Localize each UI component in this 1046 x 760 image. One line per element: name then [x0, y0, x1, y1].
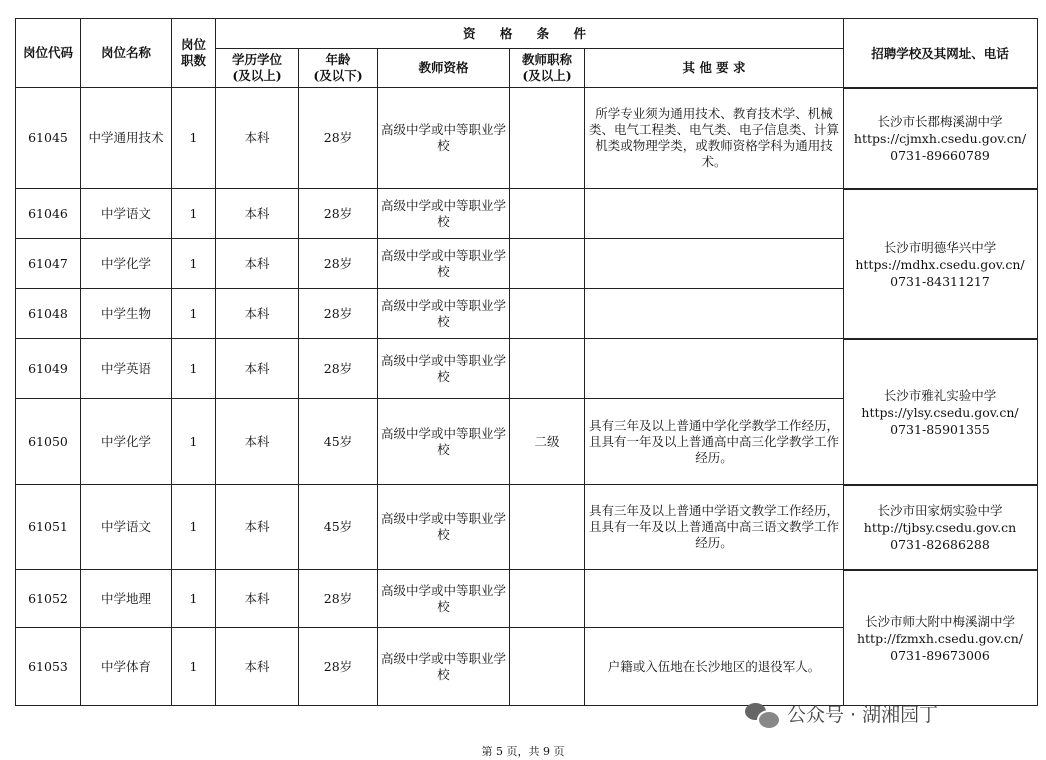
cell-count: 1 — [172, 628, 216, 706]
cell-other: 户籍或入伍地在长沙地区的退役军人。 — [585, 628, 844, 706]
cell-age: 28岁 — [299, 189, 378, 239]
cell-other — [585, 239, 844, 289]
cell-edu: 本科 — [216, 399, 299, 485]
cell-title — [510, 289, 585, 339]
cell-age: 28岁 — [299, 570, 378, 628]
school-url: https://ylsy.csedu.gov.cn/ — [861, 404, 1019, 420]
cell-other — [585, 570, 844, 628]
cell-cert: 高级中学或中等职业学校 — [378, 485, 510, 570]
cell-other — [585, 289, 844, 339]
wechat-icon — [745, 701, 779, 727]
school-cell — [843, 485, 1038, 570]
cell-age: 45岁 — [299, 399, 378, 485]
header-qualifications: 资 格 条 件 — [216, 19, 844, 49]
cell-code: 61051 — [16, 485, 81, 570]
school-phone: 0731-89673006 — [890, 647, 990, 663]
table-row — [16, 289, 844, 339]
cell-count: 1 — [172, 485, 216, 570]
cell-count: 1 — [172, 189, 216, 239]
cell-name: 中学语文 — [81, 485, 172, 570]
cell-title — [510, 570, 585, 628]
cell-count: 1 — [172, 570, 216, 628]
table-row — [16, 485, 844, 570]
cell-cert: 高级中学或中等职业学校 — [378, 570, 510, 628]
cell-code: 61046 — [16, 189, 81, 239]
cell-age: 28岁 — [299, 88, 378, 189]
cell-name: 中学通用技术 — [81, 88, 172, 189]
cell-age: 45岁 — [299, 485, 378, 570]
school-url: https://mdhx.csedu.gov.cn/ — [855, 256, 1025, 272]
cell-title — [510, 239, 585, 289]
cell-count: 1 — [172, 399, 216, 485]
cell-edu: 本科 — [216, 239, 299, 289]
header-age: 年龄 (及以下) — [299, 49, 378, 88]
cell-age: 28岁 — [299, 628, 378, 706]
cell-other: 具有三年及以上普通中学化学教学工作经历，且具有一年及以上普通高中高三化学教学工作经历。 — [585, 399, 844, 485]
school-phone: 0731-85901355 — [890, 421, 990, 437]
cell-code: 61050 — [16, 399, 81, 485]
header-school: 招聘学校及其网址、电话 — [843, 18, 1038, 88]
cell-title — [510, 339, 585, 399]
page-footer: 第 5 页，共 9 页 — [481, 745, 565, 758]
cell-edu: 本科 — [216, 189, 299, 239]
cell-cert: 高级中学或中等职业学校 — [378, 628, 510, 706]
cell-title — [510, 628, 585, 706]
cell-cert: 高级中学或中等职业学校 — [378, 289, 510, 339]
cell-code: 61048 — [16, 289, 81, 339]
school-name: 长沙市长郡梅溪湖中学 — [877, 114, 1003, 129]
header-code: 岗位代码 — [16, 19, 81, 88]
cell-cert: 高级中学或中等职业学校 — [378, 239, 510, 289]
cell-name: 中学英语 — [81, 339, 172, 399]
school-name: 长沙市田家炳实验中学 — [877, 503, 1003, 518]
cell-other: 具有三年及以上普通中学语文教学工作经历，且具有一年及以上普通高中高三语文教学工作经历。 — [585, 485, 844, 570]
school-cell — [843, 189, 1038, 339]
recruitment-table — [15, 18, 844, 706]
school-url: https://cjmxh.csedu.gov.cn/ — [853, 131, 1027, 146]
table-row — [16, 628, 844, 706]
cell-edu: 本科 — [216, 628, 299, 706]
cell-name: 中学体育 — [81, 628, 172, 706]
header-teacher-cert: 教师资格 — [378, 49, 510, 88]
cell-edu: 本科 — [216, 485, 299, 570]
cell-code: 61053 — [16, 628, 81, 706]
cell-edu: 本科 — [216, 88, 299, 189]
table-body — [16, 88, 844, 706]
cell-title — [510, 485, 585, 570]
school-url: http://tjbsy.csedu.gov.cn — [863, 520, 1017, 535]
header-name: 岗位名称 — [81, 19, 172, 88]
table-row — [16, 570, 844, 628]
cell-name: 中学生物 — [81, 289, 172, 339]
cell-age: 28岁 — [299, 289, 378, 339]
school-phone: 0731-84311217 — [890, 273, 990, 289]
cell-title: 二级 — [510, 399, 585, 485]
cell-other — [585, 189, 844, 239]
cell-edu: 本科 — [216, 289, 299, 339]
cell-edu: 本科 — [216, 339, 299, 399]
cell-code: 61052 — [16, 570, 81, 628]
table-row — [16, 399, 844, 485]
cell-count: 1 — [172, 239, 216, 289]
header-edu: 学历学位 (及以上) — [216, 49, 299, 88]
table-row — [16, 189, 844, 239]
cell-name: 中学化学 — [81, 239, 172, 289]
school-name: 长沙市明德华兴中学 — [883, 239, 997, 255]
school-url: http://fzmxh.csedu.gov.cn/ — [856, 630, 1024, 646]
school-name: 长沙市师大附中梅溪湖中学 — [864, 613, 1015, 629]
table-row — [16, 239, 844, 289]
school-cell — [843, 339, 1038, 485]
table-row — [16, 88, 844, 189]
cell-other: 所学专业须为通用技术、教育技术学、机械类、电气工程类、电气类、电子信息类、计算机类或物理学类，或教师资格学科为通用技术。 — [585, 88, 844, 189]
cell-age: 28岁 — [299, 339, 378, 399]
cell-cert: 高级中学或中等职业学校 — [378, 339, 510, 399]
header-other: 其 他 要 求 — [585, 49, 844, 88]
cell-age: 28岁 — [299, 239, 378, 289]
header-title: 教师职称 (及以上) — [510, 49, 585, 88]
cell-count: 1 — [172, 88, 216, 189]
cell-edu: 本科 — [216, 570, 299, 628]
cell-title — [510, 189, 585, 239]
cell-code: 61047 — [16, 239, 81, 289]
school-cell — [843, 88, 1038, 189]
cell-code: 61045 — [16, 88, 81, 189]
cell-cert: 高级中学或中等职业学校 — [378, 189, 510, 239]
cell-count: 1 — [172, 289, 216, 339]
school-phone: 0731-89660789 — [890, 148, 990, 163]
watermark — [745, 700, 938, 727]
school-cell — [843, 570, 1038, 706]
cell-name: 中学化学 — [81, 399, 172, 485]
watermark-text: 公众号 · 湖湘园丁 — [787, 704, 939, 726]
cell-code: 61049 — [16, 339, 81, 399]
table-row — [16, 339, 844, 399]
cell-title — [510, 88, 585, 189]
header-count: 岗位 职数 — [172, 19, 216, 88]
school-name: 长沙市雅礼实验中学 — [883, 387, 997, 403]
cell-cert: 高级中学或中等职业学校 — [378, 399, 510, 485]
school-phone: 0731-82686288 — [890, 537, 990, 552]
cell-name: 中学地理 — [81, 570, 172, 628]
cell-name: 中学语文 — [81, 189, 172, 239]
cell-other — [585, 339, 844, 399]
cell-count: 1 — [172, 339, 216, 399]
cell-cert: 高级中学或中等职业学校 — [378, 88, 510, 189]
